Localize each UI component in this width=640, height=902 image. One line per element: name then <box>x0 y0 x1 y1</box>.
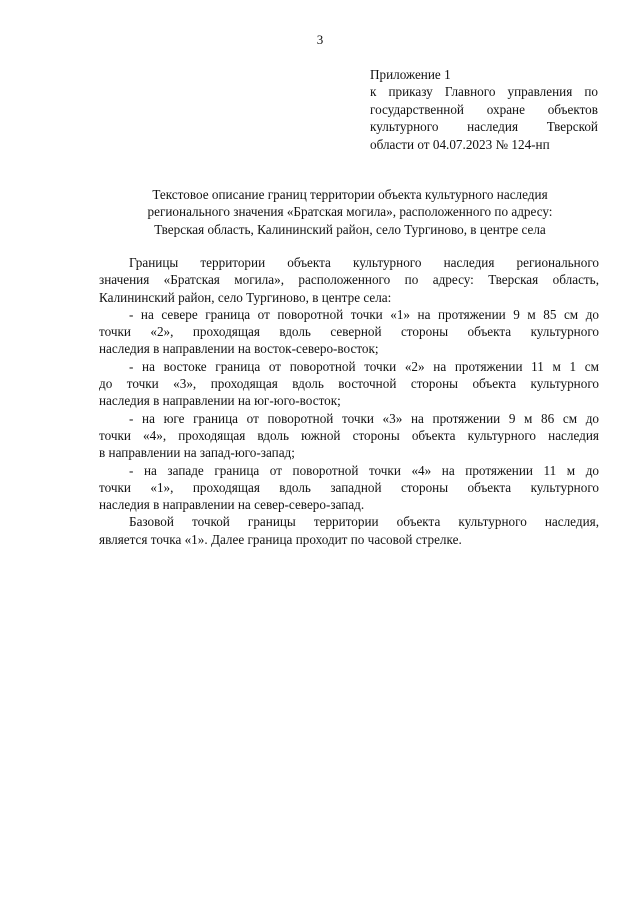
page-number: 3 <box>316 32 324 47</box>
heading-line: регионального значения «Братская могила», расположенного по адресу: <box>147 204 553 220</box>
body-line: наследия в направлении на восток-северо-восток; <box>99 341 379 357</box>
body-line: Границы территории объекта культурного наследия регионального <box>129 255 599 270</box>
appendix-line: Приложение 1 <box>370 67 451 82</box>
heading-line: Тверская область, Калининский район, село Тургиново, в центре села <box>154 221 546 237</box>
body-line: точки «2», проходящая вдоль северной стороны объекта культурного <box>99 324 599 340</box>
body-line: - на севере граница от поворотной точки «1» на протяжении 9 м 85 см до <box>129 306 599 322</box>
body-line: - на юге граница от поворотной точки «3» на протяжении 9 м 86 см до <box>129 410 599 426</box>
body-line: значения «Братская могила», расположенного по адресу: Тверская область, <box>99 272 599 288</box>
body-line: точки «1», проходящая вдоль западной стороны объекта культурного <box>99 479 599 495</box>
body-line: Базовой точкой границы территории объекта культурного наследия, <box>129 514 599 530</box>
heading-line: Текстовое описание границ территории объекта культурного наследия <box>152 187 548 202</box>
body-line: наследия в направлении на юг-юго-восток; <box>99 393 341 409</box>
body-line: - на востоке граница от поворотной точки «2» на протяжении 11 м 1 см <box>129 358 599 374</box>
body-line: в направлении на запад-юго-запад; <box>99 445 295 461</box>
appendix-line: государственной охране объектов <box>370 101 598 117</box>
body-line: - на западе граница от поворотной точки «4» на протяжении 11 м до <box>129 462 599 478</box>
body-line: является точка «1». Далее граница проходит по часовой стрелке. <box>99 531 462 547</box>
appendix-line: области от 04.07.2023 № 124-нп <box>370 136 550 152</box>
appendix-line: к приказу Главного управления по <box>370 84 598 100</box>
appendix-reference <box>370 66 598 153</box>
body-line: наследия в направлении на север-северо-запад. <box>99 497 365 513</box>
document-heading <box>100 186 600 238</box>
body-line: до точки «3», проходящая вдоль восточной стороны объекта культурного <box>99 376 599 392</box>
appendix-line: культурного наследия Тверской <box>370 119 598 135</box>
body-line: точки «4», проходящая вдоль южной стороны объекта культурного наследия <box>99 427 599 443</box>
body-line: Калининский район, село Тургиново, в центре села: <box>99 289 392 305</box>
document-body <box>99 254 599 548</box>
